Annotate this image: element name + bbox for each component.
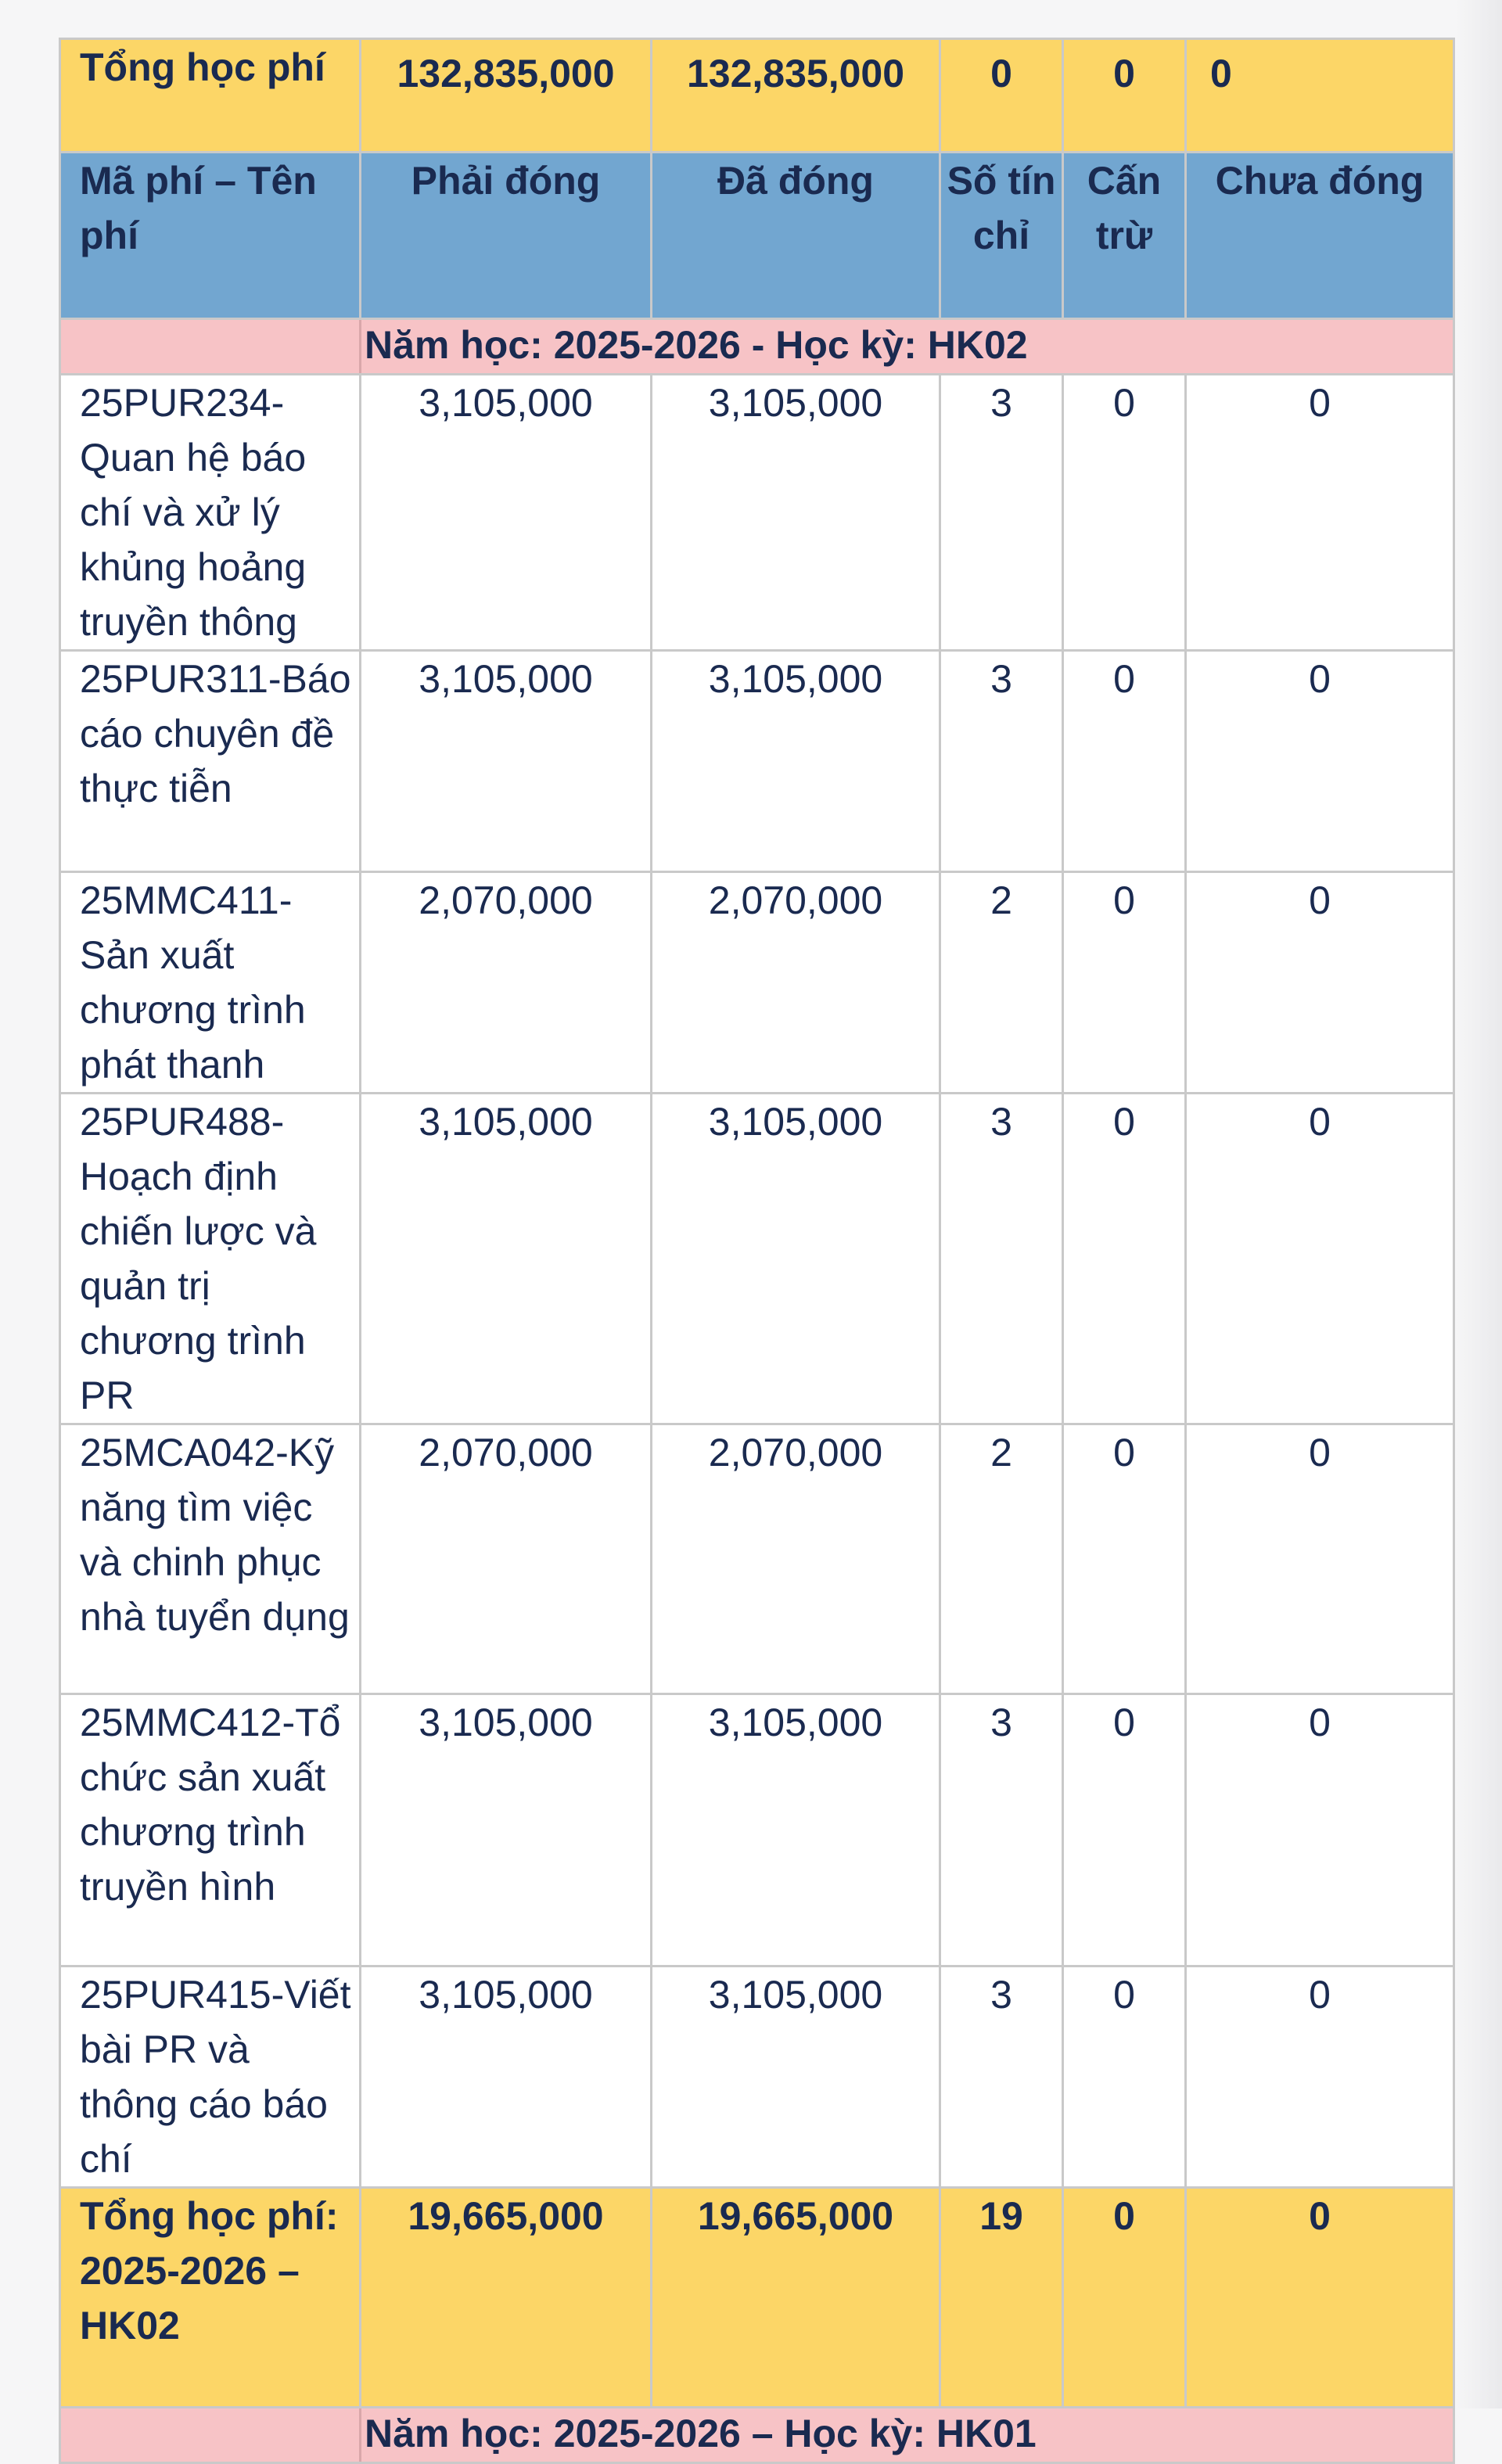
table-row xyxy=(60,1094,1454,1424)
course-can-tru: 0 xyxy=(1063,375,1186,651)
course-can-tru: 0 xyxy=(1063,1424,1186,1694)
header-phai-dong: Phải đóng xyxy=(361,153,652,319)
course-da-dong: 3,105,000 xyxy=(652,1694,940,1967)
course-name: 25PUR415-Viết bài PR và thông cáo báo chí xyxy=(60,1967,361,2188)
course-da-dong: 3,105,000 xyxy=(652,651,940,872)
course-tin-chi: 3 xyxy=(940,1094,1063,1424)
grand-total-can-tru: 0 xyxy=(1063,39,1186,153)
header-can-tru: Cấn trừ xyxy=(1063,153,1186,319)
subtotal-label: Tổng học phí: 2025-2026 – HK02 xyxy=(60,2188,361,2408)
course-name: 25MMC411-Sản xuất chương trình phát thanh xyxy=(60,872,361,1094)
grand-total-row xyxy=(60,39,1454,153)
course-phai-dong: 2,070,000 xyxy=(361,1424,652,1694)
table-row xyxy=(60,872,1454,1094)
course-can-tru: 0 xyxy=(1063,651,1186,872)
semester-hk02-title: Năm học: 2025-2026 - Học kỳ: HK02 xyxy=(361,319,1454,375)
course-can-tru: 0 xyxy=(1063,1967,1186,2188)
subtotal-can-tru: 0 xyxy=(1063,2188,1186,2408)
grand-total-phai-dong: 132,835,000 xyxy=(361,39,652,153)
course-tin-chi: 3 xyxy=(940,1967,1063,2188)
course-tin-chi: 2 xyxy=(940,1424,1063,1694)
semester-hk01-heading-row xyxy=(60,2408,1454,2463)
course-chua-dong: 0 xyxy=(1186,1094,1454,1424)
header-chua-dong: Chưa đóng xyxy=(1186,153,1454,319)
course-phai-dong: 3,105,000 xyxy=(361,1967,652,2188)
course-chua-dong: 0 xyxy=(1186,375,1454,651)
course-da-dong: 2,070,000 xyxy=(652,872,940,1094)
course-name: 25PUR488-Hoạch định chiến lược và quản trị chương trình PR xyxy=(60,1094,361,1424)
edge-shade xyxy=(1455,0,1502,2408)
header-ma-phi: Mã phí – Tên phí xyxy=(60,153,361,319)
course-tin-chi: 3 xyxy=(940,1694,1063,1967)
course-can-tru: 0 xyxy=(1063,1094,1186,1424)
course-chua-dong: 0 xyxy=(1186,1967,1454,2188)
table-row xyxy=(60,1967,1454,2188)
course-name: 25MCA042-Kỹ năng tìm việc và chinh phục nhà tuyển dụng xyxy=(60,1424,361,1694)
subtotal-tin-chi: 19 xyxy=(940,2188,1063,2408)
tuition-fee-table xyxy=(59,38,1455,2464)
semester-hk02-spacer xyxy=(60,319,361,375)
course-da-dong: 3,105,000 xyxy=(652,1967,940,2188)
course-chua-dong: 0 xyxy=(1186,651,1454,872)
subtotal-chua-dong: 0 xyxy=(1186,2188,1454,2408)
course-name: 25MMC412-Tổ chức sản xuất chương trình truyền hình xyxy=(60,1694,361,1967)
course-phai-dong: 3,105,000 xyxy=(361,1094,652,1424)
subtotal-da-dong: 19,665,000 xyxy=(652,2188,940,2408)
course-tin-chi: 2 xyxy=(940,872,1063,1094)
course-phai-dong: 3,105,000 xyxy=(361,651,652,872)
subtotal-phai-dong: 19,665,000 xyxy=(361,2188,652,2408)
course-can-tru: 0 xyxy=(1063,1694,1186,1967)
semester-hk01-spacer xyxy=(60,2408,361,2463)
semester-hk01-title: Năm học: 2025-2026 – Học kỳ: HK01 xyxy=(361,2408,1454,2463)
grand-total-so-tin-chi: 0 xyxy=(940,39,1063,153)
course-chua-dong: 0 xyxy=(1186,1424,1454,1694)
grand-total-chua-dong: 0 xyxy=(1186,39,1454,153)
header-so-tin-chi: Số tín chỉ xyxy=(940,153,1063,319)
grand-total-da-dong: 132,835,000 xyxy=(652,39,940,153)
semester-hk02-heading-row xyxy=(60,319,1454,375)
table-header-row xyxy=(60,153,1454,319)
course-name: 25PUR311-Báo cáo chuyên đề thực tiễn xyxy=(60,651,361,872)
course-tin-chi: 3 xyxy=(940,375,1063,651)
course-tin-chi: 3 xyxy=(940,651,1063,872)
semester-hk02-subtotal-row xyxy=(60,2188,1454,2408)
course-can-tru: 0 xyxy=(1063,872,1186,1094)
course-da-dong: 3,105,000 xyxy=(652,1094,940,1424)
course-phai-dong: 2,070,000 xyxy=(361,872,652,1094)
course-phai-dong: 3,105,000 xyxy=(361,375,652,651)
table-row xyxy=(60,375,1454,651)
course-chua-dong: 0 xyxy=(1186,1694,1454,1967)
course-phai-dong: 3,105,000 xyxy=(361,1694,652,1967)
course-chua-dong: 0 xyxy=(1186,872,1454,1094)
grand-total-label: Tổng học phí xyxy=(60,39,361,153)
course-da-dong: 2,070,000 xyxy=(652,1424,940,1694)
header-da-dong: Đã đóng xyxy=(652,153,940,319)
table-row xyxy=(60,1694,1454,1967)
course-name: 25PUR234-Quan hệ báo chí và xử lý khủng hoảng truyền thông xyxy=(60,375,361,651)
course-da-dong: 3,105,000 xyxy=(652,375,940,651)
table-row xyxy=(60,1424,1454,1694)
table-row xyxy=(60,651,1454,872)
